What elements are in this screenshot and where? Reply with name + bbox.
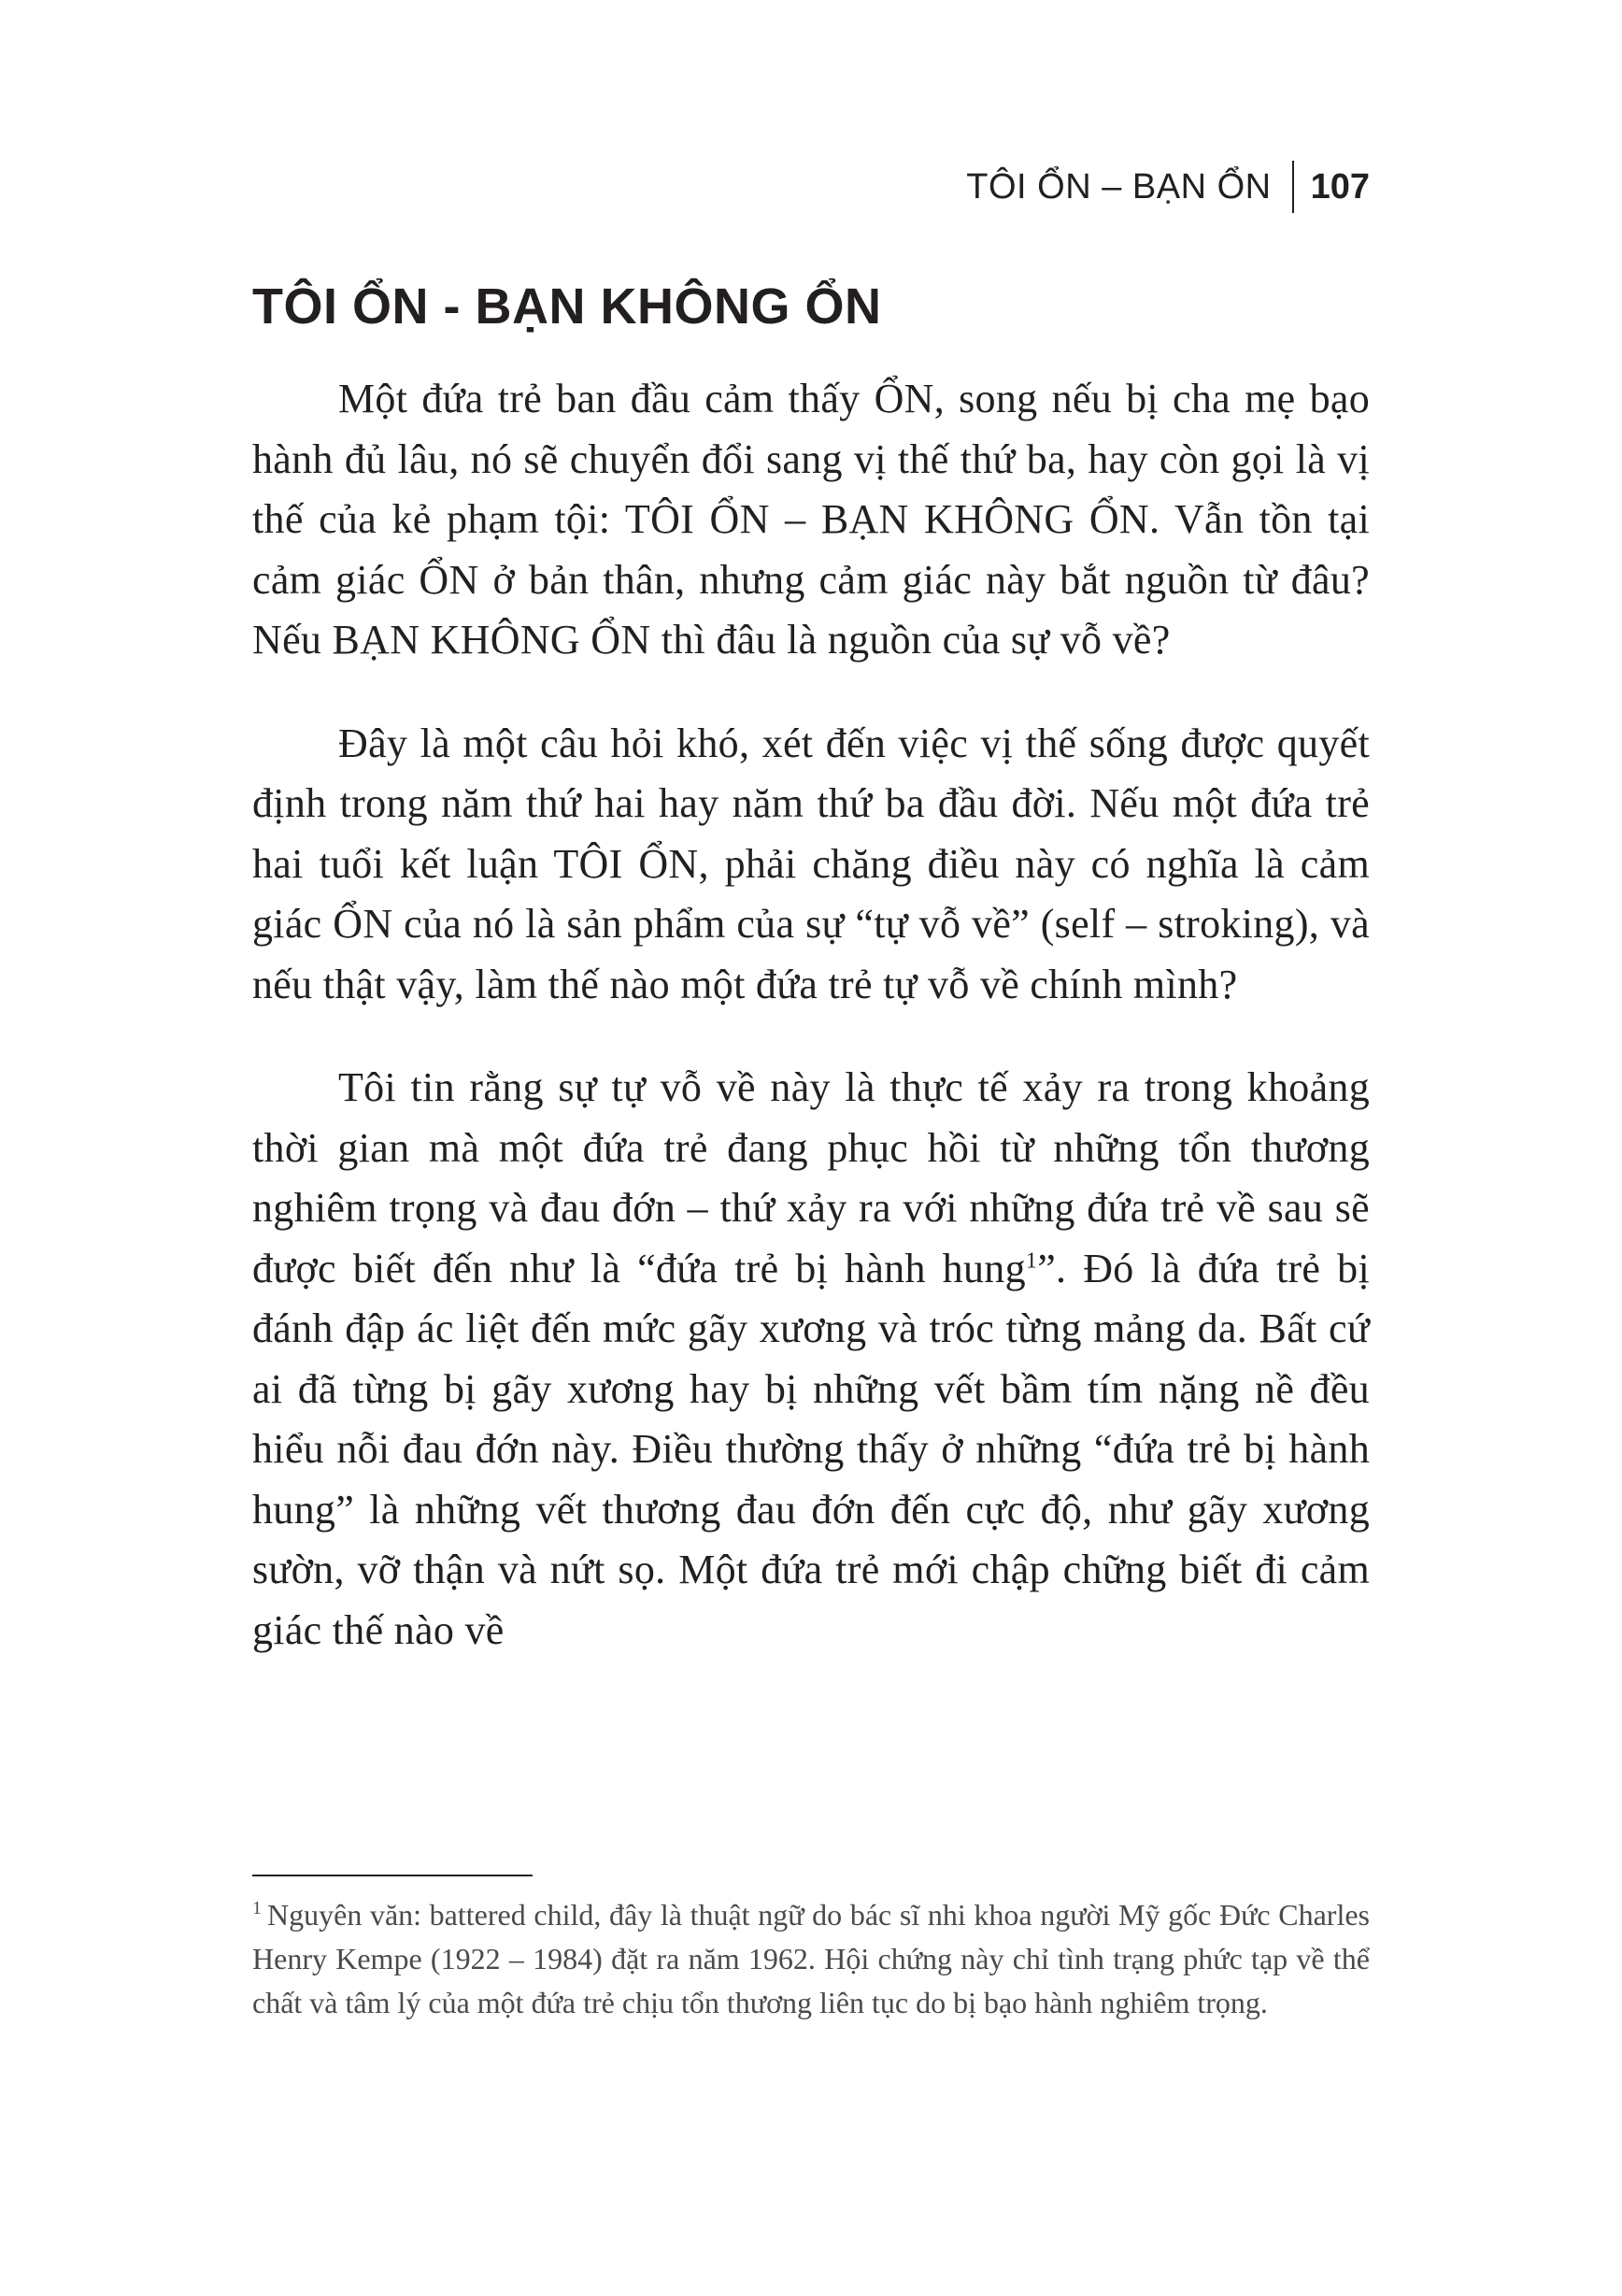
running-header: [966, 161, 1370, 213]
paragraph-3-text-end: ”. Đó là đứa trẻ bị đánh đập ác liệt đến mức gãy xương và tróc từng mảng da. Bất cứ ai đã từng bị gãy xương hay bị những vết bầm tím nặng nề đều hiểu nỗi đau đớn này. Điều thường thấy ở những “đứa trẻ bị hành hung” là những vết thương đau đớn đến cực độ, như gãy xương sườn, vỡ thận và nứt sọ. Một đứa trẻ mới chập chững biết đi cảm giác thế nào về: [252, 1245, 1370, 1653]
paragraph-3: [252, 1058, 1370, 1661]
running-title: TÔI ỔN – BẠN ỔN: [966, 167, 1272, 207]
page-number: 107: [1310, 167, 1370, 207]
footnote-divider: [252, 1875, 533, 1876]
paragraph-1: Một đứa trẻ ban đầu cảm thấy ỔN, song nếu bị cha mẹ bạo hành đủ lâu, nó sẽ chuyển đổi sang vị thế thứ ba, hay còn gọi là vị thế của kẻ phạm tội: TÔI ỔN – BẠN KHÔNG ỔN. Vẫn tồn tại cảm giác ỔN ở bản thân, nhưng cảm giác này bắt nguồn từ đâu? Nếu BẠN KHÔNG ỔN thì đâu là nguồn của sự vỗ về?: [252, 376, 1370, 663]
paragraph-3-text-start: Tôi tin rằng sự tự vỗ về này là thực tế xảy ra trong khoảng thời gian mà một đứa trẻ đang phục hồi từ những tổn thương nghiêm trọng và đau đớn – thứ xảy ra với những đứa trẻ về sau sẽ được biết đến như là “đứa trẻ bị hành hung: [252, 1064, 1370, 1291]
header-divider: [1292, 161, 1294, 213]
footnote: [252, 1893, 1370, 2025]
section-heading: TÔI ỔN - BẠN KHÔNG ỔN: [252, 278, 882, 335]
body-text: [252, 369, 1370, 1704]
footnote-reference: 1: [1025, 1248, 1038, 1273]
paragraph-2: Đây là một câu hỏi khó, xét đến việc vị thế sống được quyết định trong năm thứ hai hay năm thứ ba đầu đời. Nếu một đứa trẻ hai tuổi kết luận TÔI ỔN, phải chăng điều này có nghĩa là cảm giác ỔN của nó là sản phẩm của sự “tự vỗ về” (self – stroking), và nếu thật vậy, làm thế nào một đứa trẻ tự vỗ về chính mình?: [252, 720, 1370, 1007]
footnote-text: Nguyên văn: battered child, đây là thuật ngữ do bác sĩ nhi khoa người Mỹ gốc Đức Charles Henry Kempe (1922 – 1984) đặt ra năm 1962. Hội chứng này chỉ tình trạng phức tạp về thể chất và tâm lý của một đứa trẻ chịu tổn thương liên tục do bị bạo hành nghiêm trọng.: [252, 1898, 1370, 2019]
footnote-marker: 1: [252, 1898, 262, 1919]
